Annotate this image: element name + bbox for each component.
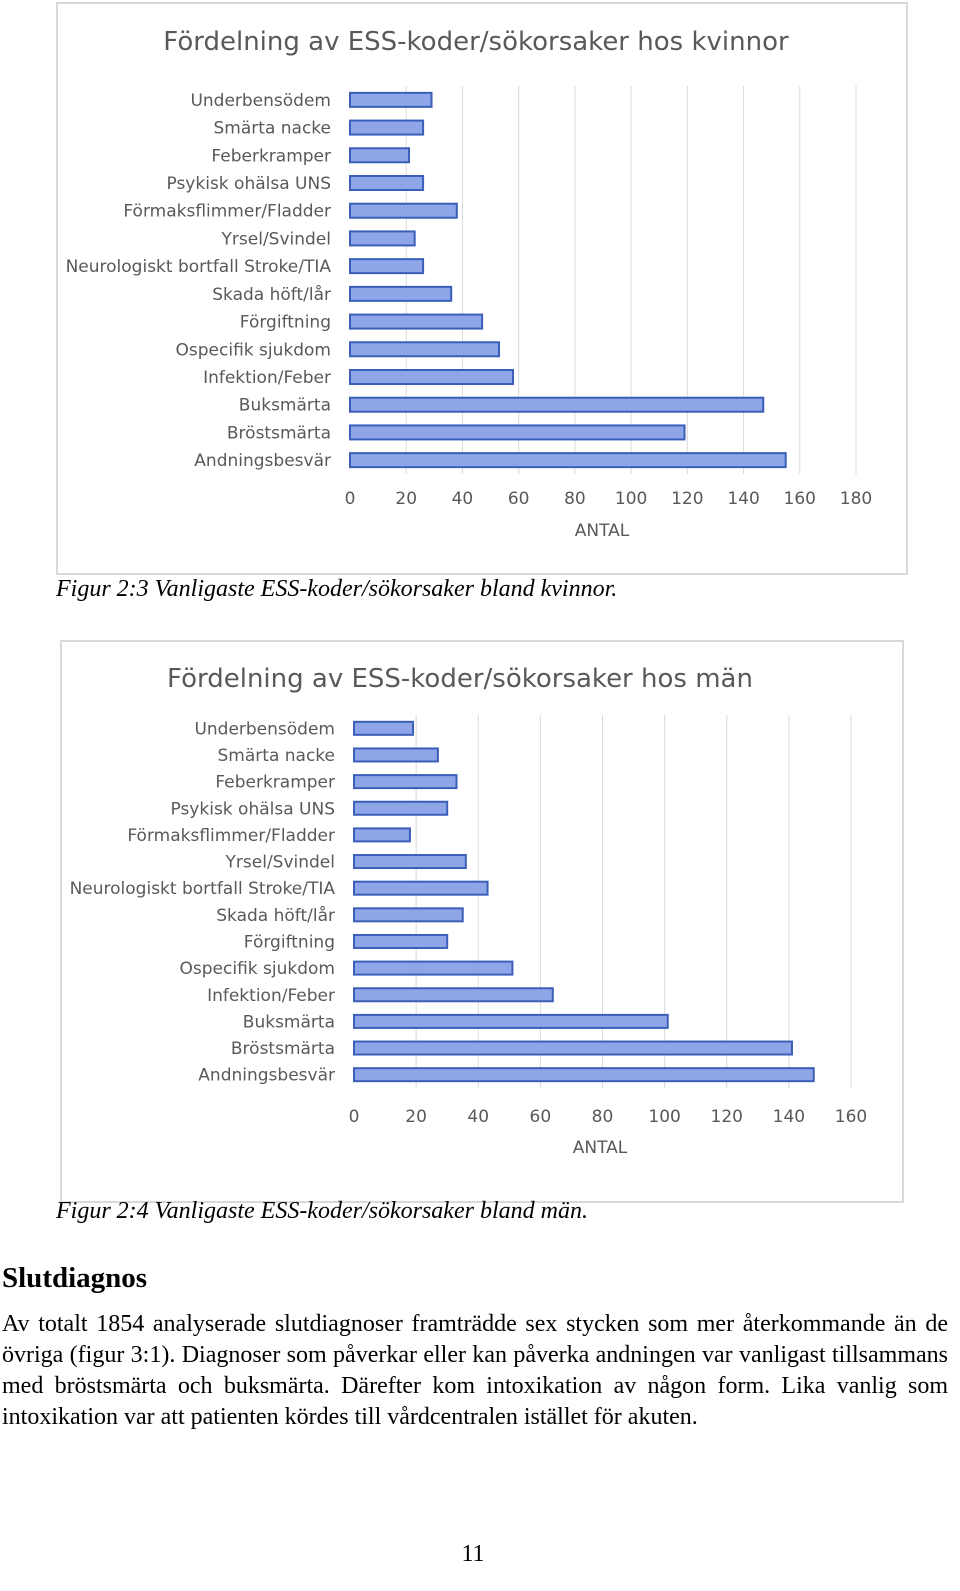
bar-men-3: [354, 802, 447, 815]
category-label: Neurologiskt bortfall Stroke/TIA: [69, 879, 335, 900]
bar-men-11: [354, 1015, 668, 1028]
bar-men-7: [354, 908, 463, 921]
bar-women-11: [350, 398, 763, 412]
chart-women-svg: [58, 4, 910, 577]
category-label: Förmaksflimmer/Fladder: [123, 201, 331, 222]
x-tick-label: 120: [710, 1107, 743, 1127]
x-tick-label: 0: [344, 489, 356, 509]
bar-men-5: [354, 855, 466, 868]
category-label: Skada höft/lår: [212, 284, 331, 305]
category-label: Buksmärta: [242, 1012, 335, 1033]
x-tick-label: 60: [507, 489, 530, 509]
bar-men-6: [354, 882, 488, 895]
x-tick-label: 80: [591, 1107, 614, 1127]
bar-women-4: [350, 204, 457, 218]
x-tick-label: 40: [451, 489, 474, 509]
category-label: Neurologiskt bortfall Stroke/TIA: [65, 257, 331, 278]
bar-men-10: [354, 988, 553, 1001]
bar-women-8: [350, 315, 482, 329]
section-paragraph: Av totalt 1854 analyserade slutdiagnoser framträdde sex stycken som mer återkommande än de övriga (figur 3:1). Diagnoser som påverkar eller kan påverka andningen var vanligast tillsammans med bröstsmärta och buksmärta. Därefter kom intoxikation av någon form. Lika vanlig som intoxikation var att patienten kördes till vårdcentralen istället för akuten.: [2, 1311, 948, 1430]
category-label: Ospecifik sjukdom: [175, 340, 331, 361]
category-label: Ospecifik sjukdom: [179, 959, 335, 980]
x-tick-label: 20: [405, 1107, 427, 1127]
figure-caption-men: Figur 2:4 Vanligaste ESS-koder/sökorsaker bland män.: [56, 1198, 588, 1224]
x-tick-label: 180: [839, 489, 873, 509]
category-label: Smärta nacke: [213, 118, 331, 139]
category-label: Andningsbesvär: [198, 1065, 335, 1086]
x-tick-label: 60: [529, 1107, 552, 1127]
bar-women-3: [350, 176, 423, 190]
category-label: Psykisk ohälsa UNS: [170, 799, 335, 820]
bar-men-13: [354, 1068, 814, 1081]
bar-women-0: [350, 93, 432, 107]
bar-women-5: [350, 231, 415, 245]
category-label: Buksmärta: [238, 395, 331, 416]
category-label: Psykisk ohälsa UNS: [166, 174, 331, 194]
category-label: Förmaksflimmer/Fladder: [127, 825, 335, 846]
category-label: Förgiftning: [239, 312, 331, 333]
chart-men-svg: [62, 642, 906, 1205]
category-label: Infektion/Feber: [207, 985, 335, 1006]
bar-men-12: [354, 1042, 792, 1055]
x-tick-label: 120: [671, 489, 704, 509]
category-label: Yrsel/Svindel: [225, 852, 335, 873]
chart-title: Fördelning av ESS-koder/sökorsaker hos kvinnor: [163, 27, 789, 57]
category-label: Förgiftning: [243, 932, 335, 953]
x-tick-label: 160: [783, 489, 817, 509]
x-axis-label: ANTAL: [572, 1138, 628, 1158]
category-label: Bröstsmärta: [230, 1039, 335, 1060]
bar-women-1: [350, 121, 423, 135]
x-tick-label: 20: [395, 489, 418, 509]
category-label: Underbensödem: [190, 90, 331, 111]
x-tick-label: 160: [834, 1107, 868, 1127]
category-label: Andningsbesvär: [194, 451, 331, 472]
bar-women-7: [350, 287, 451, 301]
category-label: Yrsel/Svindel: [221, 229, 331, 250]
bar-women-9: [350, 342, 499, 356]
x-tick-label: 140: [772, 1107, 806, 1127]
bar-men-0: [354, 722, 413, 735]
bar-women-13: [350, 453, 786, 467]
bar-men-4: [354, 828, 410, 841]
category-label: Underbensödem: [194, 719, 335, 740]
bar-men-2: [354, 775, 457, 788]
bar-men-1: [354, 748, 438, 761]
x-tick-label: 100: [614, 489, 648, 509]
x-tick-label: 140: [727, 489, 760, 509]
category-label: Infektion/Feber: [203, 368, 331, 388]
bar-women-12: [350, 425, 685, 439]
figure-caption-women: Figur 2:3 Vanligaste ESS-koder/sökorsaker bland kvinnor.: [56, 576, 618, 602]
x-tick-label: 100: [648, 1107, 681, 1127]
x-axis-label: ANTAL: [574, 521, 630, 541]
bar-women-2: [350, 148, 409, 162]
category-label: Smärta nacke: [217, 745, 335, 766]
category-label: Skada höft/lår: [216, 905, 335, 926]
section-heading: Slutdiagnos: [2, 1262, 148, 1294]
category-label: Bröstsmärta: [226, 423, 331, 444]
chart-title: Fördelning av ESS-koder/sökorsaker hos män: [167, 664, 753, 694]
bar-women-10: [350, 370, 513, 384]
page-number: 11: [461, 1541, 485, 1567]
category-label: Feberkramper: [215, 772, 335, 793]
chart-men: [60, 640, 904, 1203]
x-tick-label: 0: [348, 1107, 360, 1127]
bar-men-8: [354, 935, 447, 948]
x-tick-label: 80: [564, 489, 586, 509]
x-tick-label: 40: [467, 1107, 490, 1127]
category-label: Feberkramper: [211, 146, 331, 167]
bar-men-9: [354, 962, 512, 975]
chart-women: [56, 2, 908, 575]
bar-women-6: [350, 259, 423, 273]
